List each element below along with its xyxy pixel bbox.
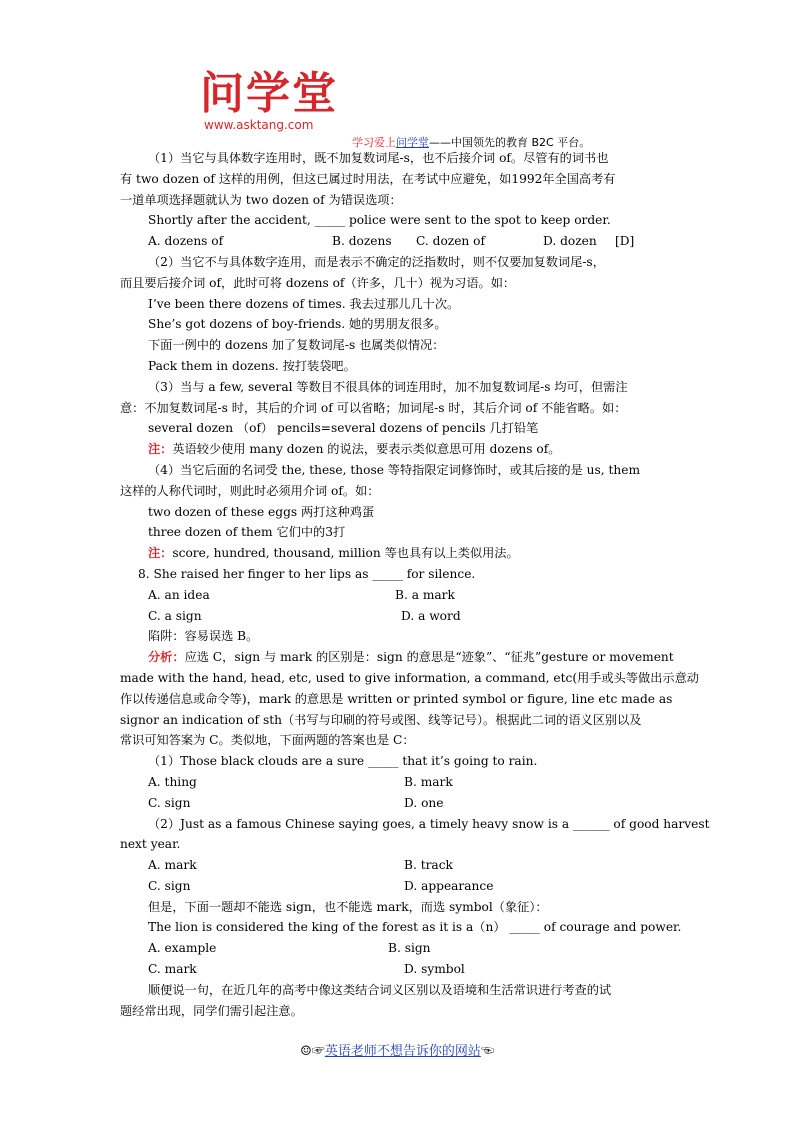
analysis-label: 分析： xyxy=(148,650,185,665)
document-body xyxy=(120,148,710,1021)
paragraph-line: （1）当它与具体数字连用时，既不加复数词尾-s，也不后接介词 of。尽管有的词书也 xyxy=(148,151,609,165)
option-d: D. a word xyxy=(401,608,461,623)
paragraph-line: made with the hand, head, etc, used to give information, a command, etc(用手或头等做出示意动 xyxy=(120,670,699,685)
option-row xyxy=(120,772,680,793)
option-row xyxy=(120,606,680,627)
option-a: A. example xyxy=(148,941,217,956)
logo-chinese-text: 问学堂 xyxy=(200,68,338,119)
page-footer xyxy=(0,1040,794,1059)
paragraph-line: （2）当它不与具体数字连用，而是表示不确定的泛指数时，则不仅要加复数词尾-s， xyxy=(148,254,605,269)
option-a: A. dozens of xyxy=(148,234,224,249)
question-stem: （2）Just as a famous Chinese saying goes, a timely heavy snow is a ______ of good harvest xyxy=(148,816,710,831)
example-sentence: Pack them in dozens. 按打装袋吧。 xyxy=(148,358,356,373)
note-text: 英语较少使用 many dozen 的说法，要表示类似意思可用 dozens of。 xyxy=(172,442,561,457)
option-b: B. track xyxy=(404,858,453,873)
option-b: B. mark xyxy=(404,774,453,789)
question-stem: （1）Those black clouds are a sure _____ that it’s going to rain. xyxy=(148,754,538,769)
site-logo xyxy=(200,70,340,134)
option-a: A. thing xyxy=(148,774,197,789)
paragraph-line: 常识可知答案为 C。类似地，下面两题的答案也是 C： xyxy=(120,733,415,748)
answer-key: [D] xyxy=(615,234,635,249)
example-sentence: three dozen of them 它们中的3打 xyxy=(148,525,346,540)
paragraph-line: 一道单项选择题就认为 two dozen of 为错误选项： xyxy=(120,192,402,207)
paragraph-line: 这样的人称代词时，则此时必须用介词 of。如： xyxy=(120,483,380,498)
analysis-text: 应选 C，sign 与 mark 的区别是：sign 的意思是“迹象”、“征兆”gesture or movement xyxy=(184,650,674,665)
note-text: score, hundred, thousand, million 等也具有以上类似用法。 xyxy=(172,546,519,561)
option-row xyxy=(120,876,680,897)
option-b: B. dozens xyxy=(332,234,392,249)
paragraph-line: （3）当与 a few, several 等数目不很具体的词连用时，加不加复数词尾-s 均可，但需注 xyxy=(148,379,628,394)
smiley-pointer-icon: ☺☞ xyxy=(300,1044,325,1059)
note-label: 注： xyxy=(148,546,173,561)
pointer-left-icon: ☜ xyxy=(480,1044,494,1059)
paragraph-line: 有 two dozen of 这样的用例，但这已属过时用法，在考试中应避免，如1992年全国高考有 xyxy=(120,171,616,186)
paragraph-line: 题经常出现，同学们需引起注意。 xyxy=(120,1003,303,1018)
option-d: D. one xyxy=(404,795,444,810)
footer-link[interactable]: 英语老师不想告诉你的网站 xyxy=(324,1044,481,1059)
option-row xyxy=(120,855,680,876)
question-stem: The lion is considered the king of the forest as it is a（n） _____ of courage and power. xyxy=(148,920,682,935)
option-a: A. mark xyxy=(148,858,197,873)
example-sentence: I’ve been there dozens of times. 我去过那儿几十次。 xyxy=(148,296,460,311)
note-line xyxy=(120,439,680,460)
paragraph-line: 意：不加复数词尾-s 时，其后的介词 of 可以省略；加词尾-s 时，其后介词 of 不能省略。如： xyxy=(120,400,627,415)
option-row xyxy=(120,585,680,606)
option-b: B. a mark xyxy=(395,587,455,602)
paragraph-line: 而且要后接介词 of，此时可将 dozens of（许多，几十）视为习语。如： xyxy=(120,275,516,290)
logo-url-text: www.asktang.com xyxy=(204,118,314,132)
tagline-part1: 学习爱上 xyxy=(352,136,396,149)
note-line xyxy=(120,543,680,564)
example-sentence: Shortly after the accident, _____ police were sent to the spot to keep order. xyxy=(148,213,611,228)
analysis-line xyxy=(120,647,680,668)
paragraph-line: 但是，下面一题却不能选 sign，也不能选 mark，而选 symbol（象征）： xyxy=(148,899,548,914)
option-c: C. sign xyxy=(148,878,191,893)
option-d: D. dozen xyxy=(543,234,597,249)
option-row xyxy=(120,959,680,980)
option-c: C. sign xyxy=(148,795,191,810)
tagline-link[interactable]: 问学堂 xyxy=(396,136,429,149)
option-row xyxy=(120,938,680,959)
question-stem: 8. She raised her finger to her lips as _____ for silence. xyxy=(138,566,476,581)
paragraph-line: 顺便说一句，在近几年的高考中像这类结合词义区别以及语境和生活常识进行考查的试 xyxy=(148,982,612,997)
option-d: D. appearance xyxy=(404,878,494,893)
note-label: 注： xyxy=(148,442,173,457)
example-sentence: two dozen of these eggs 两打这种鸡蛋 xyxy=(148,504,375,519)
paragraph-line: signor an indication of sth（书写与印刷的符号或图、线等记号）。根据此二词的语义区别以及 xyxy=(120,712,642,727)
trap-line: 陷阱：容易误选 B。 xyxy=(148,629,259,644)
paragraph-line: （4）当它后面的名词受 the, these, those 等特指限定词修饰时，或其后接的是 us, them xyxy=(148,462,641,477)
option-c: C. dozen of xyxy=(416,234,485,249)
option-d: D. symbol xyxy=(404,962,465,977)
option-c: C. a sign xyxy=(148,608,202,623)
paragraph-line: 下面一例中的 dozens 加了复数词尾-s 也属类似情况： xyxy=(148,338,445,353)
paragraph-line: next year. xyxy=(120,837,181,852)
option-a: A. an idea xyxy=(148,587,210,602)
option-row xyxy=(120,793,680,814)
tagline-part2: ——中国领先的教育 B2C 平台。 xyxy=(429,136,591,149)
option-row xyxy=(120,231,680,252)
example-sentence: She’s got dozens of boy-friends. 她的男朋友很多。 xyxy=(148,317,447,332)
option-c: C. mark xyxy=(148,962,197,977)
paragraph-line: 作以传递信息或命令等)，mark 的意思是 written or printed symbol or figure, line etc made as xyxy=(120,691,673,706)
example-sentence: several dozen （of） pencils=several dozens of pencils 几打铅笔 xyxy=(148,421,539,436)
option-b: B. sign xyxy=(388,941,431,956)
